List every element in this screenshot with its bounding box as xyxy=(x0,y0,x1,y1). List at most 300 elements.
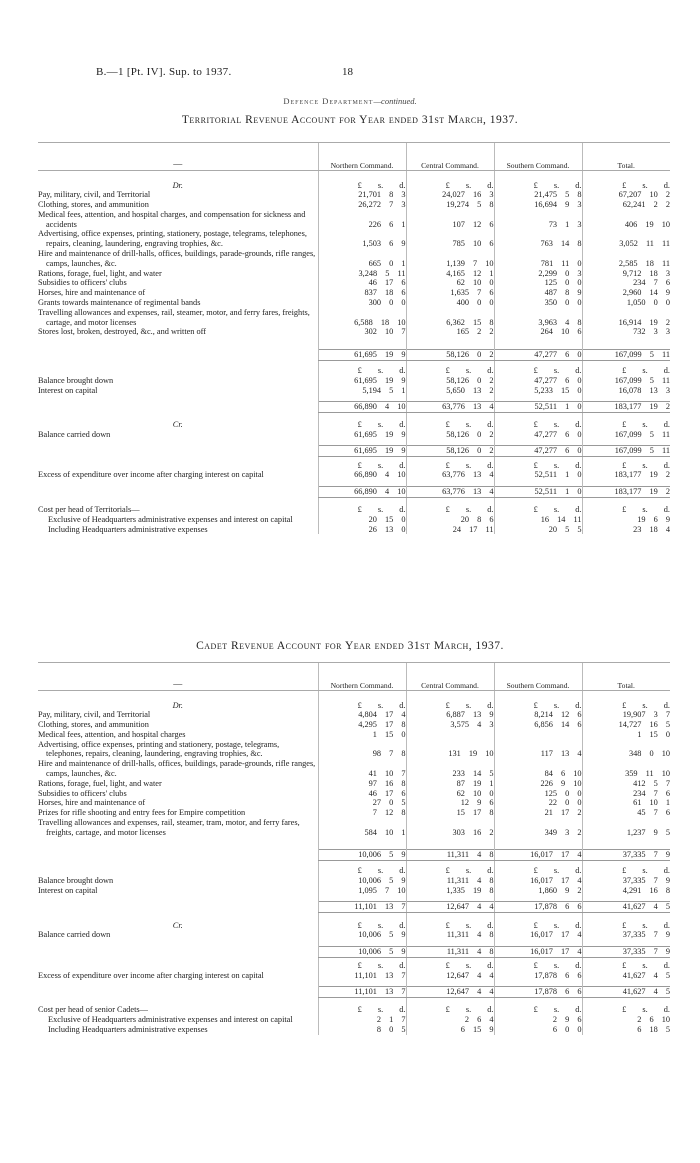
interest-row-value: 5,194 5 1 xyxy=(318,386,406,396)
item-label: Rations, forage, fuel, light, and water xyxy=(38,778,162,788)
currency-heading xyxy=(406,420,494,430)
expense-row-value: 46 17 6 xyxy=(318,278,406,288)
expense-row-value: 27 0 5 xyxy=(318,798,406,808)
item-label: Exclusive of Headquarters administrative expenses and interest on capital xyxy=(48,1015,293,1025)
item-label: Horses, hire and maintenance of xyxy=(38,288,146,298)
expense-row-value: 125 0 0 xyxy=(494,278,582,288)
spacer-row xyxy=(38,913,670,921)
expense-row-label xyxy=(38,327,318,337)
currency-unit: £ xyxy=(357,420,362,430)
currency-unit: £ xyxy=(533,180,538,190)
balance-total-row-value: 10,006 5 9 xyxy=(318,946,406,957)
balance-carried-down-row-label xyxy=(38,930,318,940)
expense-row xyxy=(38,327,670,337)
currency-heading xyxy=(494,505,582,515)
spacer-cell xyxy=(318,497,406,505)
expense-row-value: 234 7 6 xyxy=(582,789,670,799)
currency-unit: d. xyxy=(663,866,670,876)
spacer-cell xyxy=(582,913,670,921)
balance-brought-down-row-value: 37,335 7 9 xyxy=(582,876,670,886)
currency-unit: s. xyxy=(642,866,648,876)
expense-row-label xyxy=(38,759,318,779)
spacer-cell xyxy=(406,412,494,420)
item-label: Exclusive of Headquarters administrative expenses and interest on capital xyxy=(48,514,293,524)
item-label: Subsidies to officers' clubs xyxy=(38,278,127,288)
spacer-cell xyxy=(582,997,670,1005)
currency-unit: d. xyxy=(663,700,670,710)
cost-including-row-label xyxy=(38,525,318,535)
currency-heading xyxy=(318,701,406,711)
interest-row-label xyxy=(38,386,318,396)
spacer-cell xyxy=(582,838,670,850)
cost-including-row-value: 24 17 11 xyxy=(406,525,494,535)
currency-heading-row xyxy=(38,366,670,376)
expense-row-value: 234 7 6 xyxy=(582,278,670,288)
expense-row-value: 412 5 7 xyxy=(582,779,670,789)
currency-unit: £ xyxy=(533,961,538,971)
currency-heading xyxy=(494,1005,582,1015)
currency-unit: d. xyxy=(575,1005,582,1015)
currency-heading xyxy=(582,366,670,376)
balance-total-row-label xyxy=(38,946,318,957)
side-label: Cr. xyxy=(172,420,183,430)
excess-total-row-value: 66,890 4 10 xyxy=(318,486,406,497)
balance-carried-down-row xyxy=(38,930,670,940)
expense-row-value: 117 13 4 xyxy=(494,740,582,760)
currency-unit: £ xyxy=(533,366,538,376)
currency-unit: d. xyxy=(399,460,406,470)
currency-heading xyxy=(318,866,406,876)
expense-row-label xyxy=(38,798,318,808)
expense-row xyxy=(38,308,670,328)
interest-row xyxy=(38,386,670,396)
expense-row-value: 19,907 3 7 xyxy=(582,710,670,720)
expense-row-value: 732 3 3 xyxy=(582,327,670,337)
balance-brought-down-row-value: 167,099 5 11 xyxy=(582,376,670,386)
currency-unit: d. xyxy=(399,920,406,930)
expense-row-value: 348 0 10 xyxy=(582,740,670,760)
cost-per-head-label: Cost per head of senior Cadets— xyxy=(38,1005,148,1015)
item-label: Medical fees, attention, and hospital charges, and compensation for sickness and accidents xyxy=(38,209,306,229)
spacer-cell xyxy=(494,913,582,921)
currency-unit: s. xyxy=(465,460,472,470)
expense-row xyxy=(38,808,670,818)
balance-total-row xyxy=(38,946,670,957)
expense-row xyxy=(38,210,670,230)
interest-total-row-label xyxy=(38,902,318,913)
item-label: Advertising, office expenses, printing and stationery, postage, telegrams, telephones, repairs, cleaning, laundering, engraving trophies, &c. xyxy=(38,739,280,759)
currency-heading xyxy=(582,461,670,471)
spacer-cell xyxy=(38,497,318,505)
interest-total-row-value: 11,101 13 7 xyxy=(318,902,406,913)
currency-unit: s. xyxy=(553,920,560,930)
expenses-total-row xyxy=(38,850,670,861)
spacer-cell xyxy=(406,997,494,1005)
currency-unit: s. xyxy=(465,866,472,876)
spacer-cell xyxy=(582,337,670,349)
currency-unit: £ xyxy=(357,866,362,876)
expense-row-value: 45 7 6 xyxy=(582,808,670,818)
expense-row-value: 1 15 0 xyxy=(318,730,406,740)
currency-unit: d. xyxy=(575,366,582,376)
expense-row-label xyxy=(38,298,318,308)
spacer-cell xyxy=(582,171,670,181)
interest-row-label xyxy=(38,886,318,896)
expense-row xyxy=(38,789,670,799)
excess-total-row-value: 41,627 4 5 xyxy=(582,987,670,998)
spacer-cell xyxy=(318,691,406,701)
cost-including-row-value: 23 18 4 xyxy=(582,525,670,535)
interest-total-row-label xyxy=(38,401,318,412)
interest-total-row-value: 17,878 6 6 xyxy=(494,902,582,913)
item-label: Horses, hire and maintenance of xyxy=(38,798,146,808)
balance-brought-down-row-label xyxy=(38,376,318,386)
cost-including-row-value: 8 0 5 xyxy=(318,1025,406,1035)
interest-row-value: 16,078 13 3 xyxy=(582,386,670,396)
balance-total-row-value: 11,311 4 8 xyxy=(406,946,494,957)
balance-carried-down-row-value: 10,006 5 9 xyxy=(318,930,406,940)
currency-unit: s. xyxy=(642,180,648,190)
side-label xyxy=(38,866,318,876)
expense-row-value: 62 10 0 xyxy=(406,278,494,288)
territorial-account-table xyxy=(38,142,670,534)
expense-row-value: 22 0 0 xyxy=(494,798,582,808)
expense-row-value: 4,295 17 8 xyxy=(318,720,406,730)
currency-unit: £ xyxy=(445,180,450,190)
expense-row-value: 62 10 0 xyxy=(406,789,494,799)
interest-row-value: 5,233 15 0 xyxy=(494,386,582,396)
expense-row-label xyxy=(38,229,318,249)
expenses-total-row-value: 16,017 17 4 xyxy=(494,850,582,861)
side-label xyxy=(38,461,318,471)
spacer-cell xyxy=(582,497,670,505)
expense-row-value: 15 17 8 xyxy=(406,808,494,818)
expense-row-value: 584 10 1 xyxy=(318,818,406,838)
currency-unit: s. xyxy=(377,180,384,190)
expense-row-value: 14,727 16 5 xyxy=(582,720,670,730)
currency-unit: s. xyxy=(465,505,472,515)
item-label: Interest on capital xyxy=(38,385,98,395)
currency-unit: d. xyxy=(399,1005,406,1015)
currency-unit: s. xyxy=(553,180,560,190)
currency-heading xyxy=(494,961,582,971)
expense-row-value: 6,588 18 10 xyxy=(318,308,406,328)
expense-row-value: 84 6 10 xyxy=(494,759,582,779)
currency-unit: £ xyxy=(622,180,627,190)
expense-row xyxy=(38,249,670,269)
expense-row xyxy=(38,298,670,308)
spacer-cell xyxy=(318,997,406,1005)
currency-unit: £ xyxy=(357,700,362,710)
column-header-row xyxy=(38,143,670,171)
cost-exclusive-row-value: 2 6 10 xyxy=(582,1015,670,1025)
document-reference: B.—1 [Pt. IV]. Sup. to 1937. xyxy=(96,66,232,78)
item-label: Advertising, office expenses, printing, stationery, postage, telegrams, telephones, repairs, cleaning, laundering, engraving trophies, &c. xyxy=(38,229,307,249)
expense-row xyxy=(38,278,670,288)
currency-unit: s. xyxy=(642,700,648,710)
expense-row xyxy=(38,200,670,210)
page-header xyxy=(0,66,700,80)
currency-unit: £ xyxy=(357,366,362,376)
currency-heading-row xyxy=(38,181,670,191)
currency-unit: d. xyxy=(399,866,406,876)
cost-exclusive-row-value: 19 6 9 xyxy=(582,515,670,525)
expense-row xyxy=(38,730,670,740)
cost-per-head-label: Cost per head of Territorials— xyxy=(38,505,140,515)
side-label: Cr. xyxy=(172,920,183,930)
currency-heading-row xyxy=(38,701,670,711)
currency-unit: £ xyxy=(622,505,627,515)
cost-exclusive-row xyxy=(38,515,670,525)
item-label: Clothing, stores, and ammunition xyxy=(38,200,149,210)
balance-brought-down-row xyxy=(38,876,670,886)
column-header-dash: — xyxy=(38,663,318,691)
currency-unit: s. xyxy=(465,700,472,710)
expense-row-label xyxy=(38,720,318,730)
currency-heading xyxy=(406,961,494,971)
currency-unit: s. xyxy=(465,1005,472,1015)
expense-row-value: 781 11 0 xyxy=(494,249,582,269)
expenses-total-row-label xyxy=(38,850,318,861)
interest-total-row-value: 66,890 4 10 xyxy=(318,401,406,412)
currency-unit: £ xyxy=(622,1005,627,1015)
balance-carried-down-row xyxy=(38,430,670,440)
currency-heading-row xyxy=(38,961,670,971)
expense-row-value: 67,207 10 2 xyxy=(582,190,670,200)
balance-carried-down-row-label xyxy=(38,430,318,440)
currency-unit: s. xyxy=(377,866,384,876)
expense-row-value: 1 15 0 xyxy=(582,730,670,740)
currency-heading xyxy=(318,505,406,515)
item-label: Interest on capital xyxy=(38,886,98,896)
spacer-row xyxy=(38,497,670,505)
excess-row-value: 52,511 1 0 xyxy=(494,470,582,480)
currency-unit: £ xyxy=(533,460,538,470)
currency-unit: £ xyxy=(357,460,362,470)
spacer-cell xyxy=(494,838,582,850)
currency-unit: £ xyxy=(357,1005,362,1015)
column-header-total: Total. xyxy=(582,143,670,171)
currency-unit: £ xyxy=(357,505,362,515)
excess-total-row-value: 63,776 13 4 xyxy=(406,486,494,497)
currency-unit: £ xyxy=(445,505,450,515)
currency-unit: d. xyxy=(663,420,670,430)
cadet-account-table xyxy=(38,662,670,1035)
currency-unit: £ xyxy=(533,700,538,710)
department-continued: —continued. xyxy=(373,96,417,106)
side-label xyxy=(38,961,318,971)
spacer-cell xyxy=(406,171,494,181)
balance-total-row-value: 58,126 0 2 xyxy=(406,446,494,457)
expense-row-value: 1,050 0 0 xyxy=(582,298,670,308)
balance-brought-down-row-value: 47,277 6 0 xyxy=(494,376,582,386)
interest-row-value: 1,095 7 10 xyxy=(318,886,406,896)
spacer-cell xyxy=(494,412,582,420)
currency-unit: d. xyxy=(575,460,582,470)
currency-heading xyxy=(318,420,406,430)
excess-row xyxy=(38,470,670,480)
currency-heading xyxy=(494,420,582,430)
expense-row-value xyxy=(494,730,582,740)
currency-unit: s. xyxy=(377,366,384,376)
currency-unit: s. xyxy=(465,180,472,190)
currency-unit: d. xyxy=(575,700,582,710)
expense-row-value: 19,274 5 8 xyxy=(406,200,494,210)
expense-row-value: 16,914 19 2 xyxy=(582,308,670,328)
currency-unit: d. xyxy=(399,700,406,710)
expenses-total-row-value: 47,277 6 0 xyxy=(494,349,582,360)
spacer-cell xyxy=(494,691,582,701)
excess-row-label xyxy=(38,470,318,480)
currency-heading xyxy=(582,701,670,711)
expense-row-value: 41 10 7 xyxy=(318,759,406,779)
currency-heading xyxy=(318,366,406,376)
item-label: Grants towards maintenance of regimental bands xyxy=(38,298,201,308)
currency-unit: £ xyxy=(445,366,450,376)
currency-heading xyxy=(582,921,670,931)
currency-unit: s. xyxy=(553,700,560,710)
cost-exclusive-row-value: 20 15 0 xyxy=(318,515,406,525)
currency-unit: d. xyxy=(663,505,670,515)
expense-row-value: 300 0 0 xyxy=(318,298,406,308)
currency-unit: £ xyxy=(445,866,450,876)
currency-unit: £ xyxy=(622,920,627,930)
spacer-cell xyxy=(406,691,494,701)
currency-unit: s. xyxy=(465,920,472,930)
expense-row-value: 763 14 8 xyxy=(494,229,582,249)
spacer-cell xyxy=(38,997,318,1005)
expense-row-value: 125 0 0 xyxy=(494,789,582,799)
currency-unit: s. xyxy=(377,505,384,515)
expense-row-value: 1,237 9 5 xyxy=(582,818,670,838)
balance-brought-down-row-value: 11,311 4 8 xyxy=(406,876,494,886)
currency-unit: d. xyxy=(663,961,670,971)
territorial-title: Territorial Revenue Account for Year ended 31st March, 1937. xyxy=(181,114,519,126)
spacer-cell xyxy=(38,838,318,850)
currency-heading xyxy=(406,505,494,515)
currency-unit: s. xyxy=(642,420,648,430)
expense-row-value: 303 16 2 xyxy=(406,818,494,838)
expense-row-label xyxy=(38,779,318,789)
interest-row xyxy=(38,886,670,896)
cost-including-row-value: 26 13 0 xyxy=(318,525,406,535)
excess-total-row-value: 12,647 4 4 xyxy=(406,987,494,998)
item-label: Balance brought down xyxy=(38,375,114,385)
currency-unit: d. xyxy=(487,866,494,876)
expense-row-label xyxy=(38,249,318,269)
side-label xyxy=(38,366,318,376)
item-label: Travelling allowances and expenses, rail, steamer, tram, motor, and ferry fares, freights, cartage, and motor licenses xyxy=(38,818,300,837)
currency-heading-row xyxy=(38,461,670,471)
item-label: Medical fees, attention, and hospital charges xyxy=(38,729,186,739)
expense-row xyxy=(38,720,670,730)
currency-heading-row xyxy=(38,866,670,876)
expense-row-value: 98 7 8 xyxy=(318,740,406,760)
expense-row xyxy=(38,818,670,838)
interest-total-row-value: 12,647 4 4 xyxy=(406,902,494,913)
cost-exclusive-row-label xyxy=(38,515,318,525)
expense-row-value: 6,856 14 6 xyxy=(494,720,582,730)
currency-heading xyxy=(582,961,670,971)
expense-row-label xyxy=(38,710,318,720)
excess-row xyxy=(38,971,670,981)
expense-row-value: 8,214 12 6 xyxy=(494,710,582,720)
currency-heading xyxy=(406,366,494,376)
excess-total-row-label xyxy=(38,486,318,497)
currency-unit: £ xyxy=(445,700,450,710)
expense-row-label xyxy=(38,190,318,200)
column-header-northern-command: Northern Command. xyxy=(318,663,406,691)
currency-unit: £ xyxy=(445,460,450,470)
currency-unit: d. xyxy=(663,460,670,470)
currency-unit: d. xyxy=(575,420,582,430)
currency-heading xyxy=(318,921,406,931)
currency-unit: s. xyxy=(553,1005,560,1015)
expense-row-label xyxy=(38,269,318,279)
interest-total-row-value: 63,776 13 4 xyxy=(406,401,494,412)
currency-unit: d. xyxy=(487,505,494,515)
expense-row-value: 487 8 9 xyxy=(494,288,582,298)
cost-per-head-heading-row xyxy=(38,505,670,515)
column-header-central-command: Central Command. xyxy=(406,143,494,171)
cost-including-row xyxy=(38,1025,670,1035)
item-label: Clothing, stores, and ammunition xyxy=(38,720,149,730)
currency-unit: £ xyxy=(445,961,450,971)
excess-row-value: 183,177 19 2 xyxy=(582,470,670,480)
expense-row-value: 4,804 17 4 xyxy=(318,710,406,720)
side-label: Dr. xyxy=(172,180,183,190)
spacer-cell xyxy=(318,412,406,420)
currency-unit: s. xyxy=(465,366,472,376)
column-header-southern-command: Southern Command. xyxy=(494,143,582,171)
cost-including-row-label xyxy=(38,1025,318,1035)
expense-row-label xyxy=(38,808,318,818)
currency-unit: s. xyxy=(642,505,648,515)
currency-unit: d. xyxy=(575,961,582,971)
excess-row-label xyxy=(38,971,318,981)
balance-carried-down-row-value: 16,017 17 4 xyxy=(494,930,582,940)
excess-row-value: 41,627 4 5 xyxy=(582,971,670,981)
spacer-cell xyxy=(494,171,582,181)
currency-unit: s. xyxy=(465,961,472,971)
currency-unit: s. xyxy=(642,920,648,930)
currency-unit: £ xyxy=(445,420,450,430)
expense-row xyxy=(38,229,670,249)
currency-heading xyxy=(406,181,494,191)
expense-row-value: 2,585 18 11 xyxy=(582,249,670,269)
currency-unit: s. xyxy=(377,961,384,971)
expense-row-value: 21 17 2 xyxy=(494,808,582,818)
expense-row-value: 1,503 6 9 xyxy=(318,229,406,249)
currency-heading xyxy=(494,921,582,931)
item-label: Stores lost, broken, destroyed, &c., and written off xyxy=(38,327,207,337)
currency-unit: £ xyxy=(445,920,450,930)
balance-total-row xyxy=(38,446,670,457)
balance-total-row-value: 167,099 5 11 xyxy=(582,446,670,457)
expense-row-value: 350 0 0 xyxy=(494,298,582,308)
expense-row-value: 107 12 6 xyxy=(406,210,494,230)
balance-carried-down-row-value: 11,311 4 8 xyxy=(406,930,494,940)
interest-total-row-value: 183,177 19 2 xyxy=(582,401,670,412)
spacer-row xyxy=(38,171,670,181)
currency-unit: £ xyxy=(622,961,627,971)
cost-exclusive-row-value: 16 14 11 xyxy=(494,515,582,525)
balance-total-row-label xyxy=(38,446,318,457)
cost-including-row-value: 6 15 9 xyxy=(406,1025,494,1035)
currency-unit: s. xyxy=(642,1005,648,1015)
balance-total-row-value: 16,017 17 4 xyxy=(494,946,582,957)
currency-unit: s. xyxy=(377,420,384,430)
